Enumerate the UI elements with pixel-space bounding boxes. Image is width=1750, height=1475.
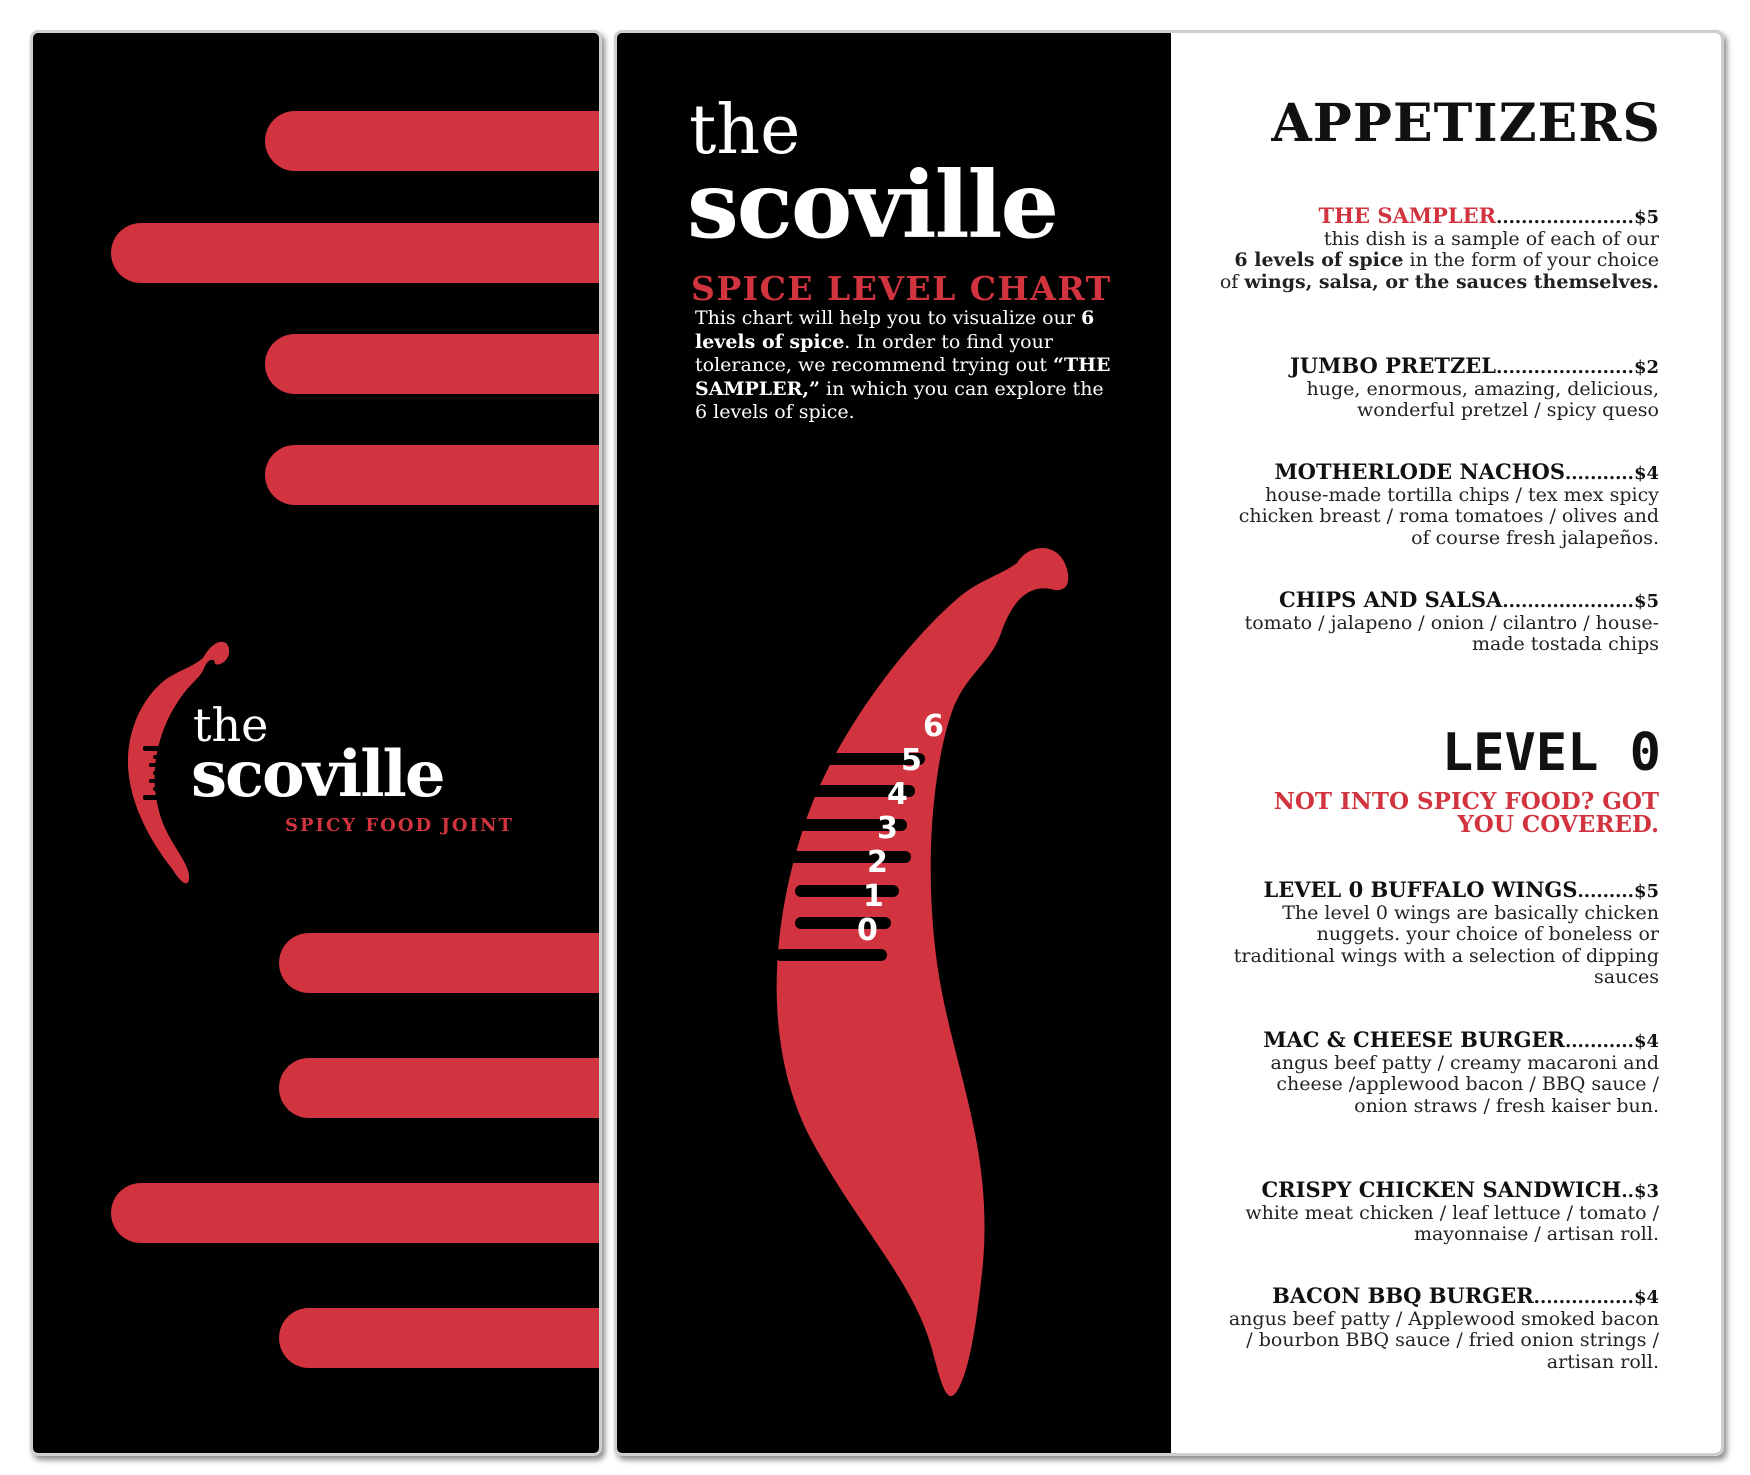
spice-chart-intro (695, 307, 1115, 425)
spice-chart-title: SPICE LEVEL CHART (691, 269, 1112, 308)
cover-logo-the: the (193, 698, 269, 752)
menu-item-leader: ........... (1565, 1031, 1634, 1052)
intro-bold: “THE SAMPLER,” (695, 354, 1111, 400)
menu-item-name: JUMBO PRETZEL (1289, 353, 1497, 378)
menu-item-leader: ........... (1565, 463, 1634, 484)
level0-heading: LEVEL 0 (1441, 723, 1661, 783)
decor-stripe (265, 334, 599, 394)
menu-item-desc: angus beef patty / Applewood smoked bacon / bourbon BBQ sauce / fried onion strings / artisan roll. (1228, 1307, 1659, 1373)
cover-tagline: SPICY FOOD JOINT (285, 815, 514, 836)
level0-subheading: NOT INTO SPICY FOOD? GOT YOU COVERED. (1273, 788, 1659, 838)
menu-item-name: CRISPY CHICKEN SANDWICH (1261, 1177, 1622, 1202)
menu-item-name: CHIPS AND SALSA (1278, 587, 1503, 612)
decor-stripe (111, 1183, 599, 1243)
spice-level-label: 4 (887, 777, 908, 812)
menu-item-name: MAC & CHEESE BURGER (1263, 1027, 1565, 1052)
menu-item (1219, 355, 1659, 422)
menu-item-price: $5 (1633, 591, 1659, 612)
menu-item-desc: white meat chicken / leaf lettuce / tomato / mayonnaise / artisan roll. (1245, 1201, 1659, 1245)
intro-text: This chart will help you to visualize our (695, 307, 1075, 329)
menu-item-leader: ..................... (1502, 591, 1634, 612)
menu-item-desc: The level 0 wings are basically chicken nuggets. your choice of boneless or traditional wings with a selection of dipping sauces (1233, 901, 1659, 988)
menu-item-price: $2 (1633, 357, 1659, 378)
inside-logo-name: scoville (687, 151, 1058, 259)
menu-item (1219, 1179, 1659, 1246)
menu-item-desc: wings, salsa, or the sauces themselves. (1244, 270, 1659, 293)
cover-logo-name: scoville (191, 737, 444, 812)
menu-item-name: LEVEL 0 BUFFALO WINGS (1263, 877, 1578, 902)
menu-item (1219, 1029, 1659, 1117)
menu-item (1219, 589, 1659, 656)
spice-level-label: 6 (923, 709, 944, 744)
menu-item-leader: ......... (1577, 881, 1634, 902)
menu-item-price: $5 (1633, 881, 1659, 902)
decor-stripe (279, 1058, 599, 1118)
menu-item-leader: ...................... (1496, 207, 1634, 228)
menu-item-price: $4 (1633, 463, 1659, 484)
menu-item-price: $5 (1633, 207, 1659, 228)
decor-stripe (279, 1308, 599, 1368)
intro-text: in which you can explore the 6 levels of spice. (695, 377, 1104, 423)
menu-cover-panel (30, 30, 602, 1456)
intro-bold: 6 levels of spice (695, 307, 1095, 353)
decor-stripe (265, 111, 599, 171)
spice-level-label: 3 (877, 811, 898, 846)
inside-logo-the: the (689, 91, 801, 170)
spice-level-pepper-icon (657, 523, 1097, 1423)
decor-stripe (279, 933, 599, 993)
menu-item-price: $4 (1633, 1287, 1659, 1308)
menu-inside-panel (614, 30, 1724, 1456)
appetizers-heading: APPETIZERS (1271, 93, 1661, 154)
menu-item-desc: 6 levels of spice (1234, 249, 1404, 271)
spice-level-label: 1 (863, 879, 884, 914)
menu-item-price: $4 (1633, 1031, 1659, 1052)
menu-item-desc: angus beef patty / creamy macaroni and cheese /applewood bacon / BBQ sauce / onion straws / fresh kaiser bun. (1270, 1051, 1659, 1117)
decor-stripe (111, 223, 599, 283)
menu-item (1219, 461, 1659, 549)
spice-level-label: 2 (867, 845, 888, 880)
menu-item-leader: ...................... (1496, 357, 1634, 378)
menu-item-leader: ................ (1533, 1287, 1634, 1308)
menu-item-desc: this dish is a sample of each of our (1323, 227, 1659, 250)
menu-item (1219, 879, 1659, 989)
decor-stripe (265, 445, 599, 505)
menu-item-name: MOTHERLODE NACHOS (1274, 459, 1565, 484)
menu-item-desc: in the form of your choice of (1219, 249, 1659, 293)
menu-item (1219, 1285, 1659, 1373)
intro-text: . In order to find your tolerance, we recommend trying out (695, 330, 1053, 376)
menu-item-price: $3 (1633, 1181, 1659, 1202)
menu-item-name: THE SAMPLER (1318, 203, 1497, 228)
menu-item-name: BACON BBQ BURGER (1272, 1283, 1534, 1308)
spice-level-label: 5 (901, 743, 922, 778)
menu-item-desc: huge, enormous, amazing, delicious, wonderful pretzel / spicy queso (1306, 377, 1659, 421)
menu-item (1219, 205, 1659, 293)
menu-item-leader: .. (1621, 1181, 1634, 1202)
menu-item-desc: tomato / jalapeno / onion / cilantro / house-made tostada chips (1244, 611, 1659, 655)
menu-item-desc: house-made tortilla chips / tex mex spicy chicken breast / roma tomatoes / olives and of course fresh jalapeños. (1238, 483, 1659, 549)
spice-level-label: 0 (857, 913, 878, 948)
